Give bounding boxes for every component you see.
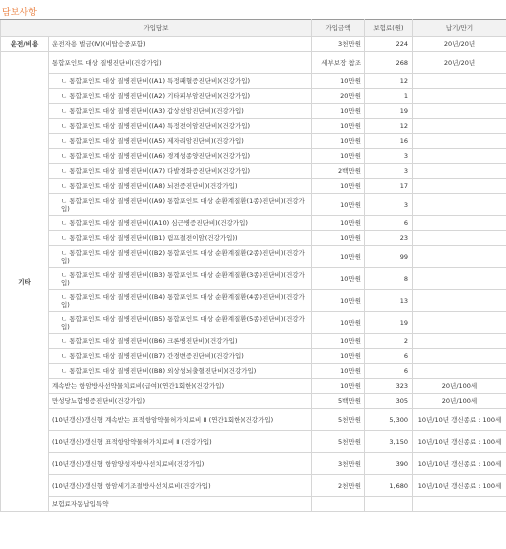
coverage-term (413, 497, 506, 512)
coverage-term (413, 164, 506, 179)
coverage-amount: 10만원 (312, 268, 365, 290)
coverage-premium: 16 (365, 134, 413, 149)
coverage-term (413, 134, 506, 149)
table-row (1, 290, 506, 312)
coverage-term (413, 231, 506, 246)
table-row (1, 409, 506, 431)
table-row (1, 334, 506, 349)
coverage-name: ㄴ 통합포인트 대상 질병진단비((A2) 기타피부암진단비)(건강가입) (49, 89, 312, 104)
table-row (1, 89, 506, 104)
coverage-term (413, 89, 506, 104)
coverage-name: 계속받는 항암방사선약물치료비(급여)(연간1회한)(건강가입) (49, 379, 312, 394)
coverage-amount: 10만원 (312, 149, 365, 164)
category-driver: 운전/비용 (1, 37, 49, 52)
coverage-amount: 10만원 (312, 231, 365, 246)
table-row (1, 52, 506, 74)
table-row (1, 394, 506, 409)
coverage-term: 20년/100세 (413, 394, 506, 409)
coverage-name: (10년갱신)갱신형 항암양성자방사선치료비(건강가입) (49, 453, 312, 475)
coverage-name: ㄴ 통합포인트 대상 질병진단비((A4) 특정전이암진단비)(건강가입) (49, 119, 312, 134)
coverage-term (413, 312, 506, 334)
coverage-premium: 12 (365, 119, 413, 134)
coverage-premium: 19 (365, 312, 413, 334)
coverage-term (413, 194, 506, 216)
section-title: 담보사항 (2, 8, 37, 18)
coverage-premium: 1 (365, 89, 413, 104)
coverage-name: ㄴ 통합포인트 대상 질병진단비((B2) 통합포인트 대상 순환계질환(2종)진단비)(건강가입) (49, 246, 312, 268)
coverage-amount: 10만원 (312, 312, 365, 334)
coverage-term (413, 179, 506, 194)
coverage-term (413, 349, 506, 364)
coverage-amount: 10만원 (312, 194, 365, 216)
coverage-term (413, 149, 506, 164)
coverage-amount: 세부보장 참조 (312, 52, 365, 74)
coverage-amount: 2백만원 (312, 164, 365, 179)
coverage-name: ㄴ 통합포인트 대상 질병진단비((A3) 갑상선암진단비)(건강가입) (49, 104, 312, 119)
coverage-name: ㄴ 통합포인트 대상 질병진단비((B5) 통합포인트 대상 순환계질환(5종)진단비)(건강가입) (49, 312, 312, 334)
coverage-name: ㄴ 통합포인트 대상 질병진단비((A1) 특정패혈증진단비)(건강가입) (49, 74, 312, 89)
table-row (1, 134, 506, 149)
table-row (1, 74, 506, 89)
coverage-amount: 5천만원 (312, 431, 365, 453)
coverage-premium: 224 (365, 37, 413, 52)
coverage-term: 10년/10년 갱신종료 : 100세 (413, 475, 506, 497)
coverage-amount: 20만원 (312, 89, 365, 104)
table-row (1, 364, 506, 379)
category-other: 기타 (1, 52, 49, 512)
coverage-name: ㄴ 통합포인트 대상 질병진단비((A8) 뇌전증진단비)(건강가입) (49, 179, 312, 194)
coverage-premium: 6 (365, 216, 413, 231)
coverage-amount: 10만원 (312, 334, 365, 349)
table-row (1, 268, 506, 290)
table-row (1, 312, 506, 334)
table-row (1, 475, 506, 497)
coverage-premium: 19 (365, 104, 413, 119)
coverage-term: 10년/10년 갱신종료 : 100세 (413, 409, 506, 431)
coverage-premium: 5,300 (365, 409, 413, 431)
table-header-row (1, 20, 506, 37)
coverage-amount: 10만원 (312, 104, 365, 119)
coverage-premium: 268 (365, 52, 413, 74)
coverage-name: (10년갱신)갱신형 표적항암약물허가치료비 Ⅱ (건강가입) (49, 431, 312, 453)
table-row (1, 431, 506, 453)
coverage-name: ㄴ 통합포인트 대상 질병진단비((B3) 통합포인트 대상 순환계질환(3종)진단비)(건강가입) (49, 268, 312, 290)
coverage-amount: 10만원 (312, 246, 365, 268)
table-row (1, 179, 506, 194)
coverage-amount: 5백만원 (312, 394, 365, 409)
coverage-name: ㄴ 통합포인트 대상 질병진단비((B1) 림프절전이암(건강가입)) (49, 231, 312, 246)
table-row (1, 379, 506, 394)
coverage-term (413, 74, 506, 89)
coverage-premium: 3,150 (365, 431, 413, 453)
coverage-term (413, 104, 506, 119)
table-row (1, 104, 506, 119)
coverage-premium: 3 (365, 164, 413, 179)
coverage-term: 10년/10년 갱신종료 : 100세 (413, 431, 506, 453)
coverage-premium: 12 (365, 74, 413, 89)
table-row (1, 453, 506, 475)
coverage-premium: 23 (365, 231, 413, 246)
coverage-premium: 17 (365, 179, 413, 194)
coverage-amount: 10만원 (312, 74, 365, 89)
coverage-name: ㄴ 통합포인트 대상 질병진단비((A5) 제자리암진단비)(건강가입) (49, 134, 312, 149)
coverage-premium: 3 (365, 194, 413, 216)
coverage-term: 20년/20년 (413, 37, 506, 52)
coverage-term (413, 119, 506, 134)
coverage-amount: 10만원 (312, 364, 365, 379)
coverage-amount: 10만원 (312, 290, 365, 312)
coverage-premium (365, 497, 413, 512)
table-row (1, 119, 506, 134)
coverage-term: 20년/20년 (413, 52, 506, 74)
coverage-term (413, 246, 506, 268)
coverage-term (413, 364, 506, 379)
coverage-term: 10년/10년 갱신종료 : 100세 (413, 453, 506, 475)
coverage-name: ㄴ 통합포인트 대상 질병진단비((B4) 통합포인트 대상 순환계질환(4종)진단비)(건강가입) (49, 290, 312, 312)
coverage-amount: 10만원 (312, 216, 365, 231)
header-term: 납기/만기 (413, 20, 506, 37)
coverage-premium: 99 (365, 246, 413, 268)
coverage-name: ㄴ 통합포인트 대상 질병진단비((B8) 외상성뇌출혈진단비)(건강가입) (49, 364, 312, 379)
coverage-amount: 10만원 (312, 119, 365, 134)
coverage-premium: 305 (365, 394, 413, 409)
coverage-name: 통합포인트 대상 질병진단비(건강가입) (49, 52, 312, 74)
coverage-premium: 390 (365, 453, 413, 475)
coverage-amount: 5천만원 (312, 409, 365, 431)
coverage-name: ㄴ 통합포인트 대상 질병진단비((A6) 경계성종양진단비)(건강가입) (49, 149, 312, 164)
header-coverage: 가입담보 (1, 20, 312, 37)
coverage-premium: 3 (365, 149, 413, 164)
coverage-premium: 6 (365, 364, 413, 379)
coverage-amount: 10만원 (312, 349, 365, 364)
table-row (1, 216, 506, 231)
header-amount: 가입금액 (312, 20, 365, 37)
coverage-amount: 10만원 (312, 134, 365, 149)
coverage-name: ㄴ 통합포인트 대상 질병진단비((B7) 간경변증진단비)(건강가입) (49, 349, 312, 364)
coverage-term (413, 290, 506, 312)
coverage-name: ㄴ 통합포인트 대상 질병진단비((B6) 크론병진단비)(건강가입) (49, 334, 312, 349)
header-premium: 보험료(원) (365, 20, 413, 37)
coverage-amount: 10만원 (312, 379, 365, 394)
coverage-term (413, 216, 506, 231)
coverage-premium: 6 (365, 349, 413, 364)
table-row (1, 164, 506, 179)
table-row (1, 149, 506, 164)
table-row (1, 194, 506, 216)
coverage-premium: 2 (365, 334, 413, 349)
coverage-name: 운전자용 벌금(Ⅳ)(비탑승중포함) (49, 37, 312, 52)
table-row (1, 246, 506, 268)
coverage-name: ㄴ 통합포인트 대상 질병진단비((A10) 심근병증진단비)(건강가입) (49, 216, 312, 231)
coverage-table (0, 19, 506, 512)
coverage-amount: 3천만원 (312, 453, 365, 475)
coverage-name: ㄴ 통합포인트 대상 질병진단비((A9) 통합포인트 대상 순환계질환(1종)진단비)(건강가입) (49, 194, 312, 216)
table-row (1, 37, 506, 52)
coverage-term (413, 268, 506, 290)
coverage-amount: 3천만원 (312, 37, 365, 52)
coverage-amount: 10만원 (312, 179, 365, 194)
coverage-name: 보험료자동납입특약 (49, 497, 312, 512)
coverage-name: ㄴ 통합포인트 대상 질병진단비((A7) 다발경화증진단비)(건강가입) (49, 164, 312, 179)
coverage-term: 20년/100세 (413, 379, 506, 394)
table-row (1, 231, 506, 246)
table-row (1, 349, 506, 364)
coverage-amount: 2천만원 (312, 475, 365, 497)
coverage-premium: 323 (365, 379, 413, 394)
coverage-name: (10년갱신)갱신형 항암세기조절방사선치료비(건강가입) (49, 475, 312, 497)
coverage-premium: 1,680 (365, 475, 413, 497)
coverage-term (413, 334, 506, 349)
coverage-premium: 13 (365, 290, 413, 312)
coverage-premium: 8 (365, 268, 413, 290)
coverage-amount (312, 497, 365, 512)
table-row (1, 497, 506, 512)
coverage-name: (10년갱신)갱신형 계속받는 표적항암약물허가치료비 Ⅱ (연간1회한)(건강가입) (49, 409, 312, 431)
coverage-name: 만성당뇨합병증진단비(건강가입) (49, 394, 312, 409)
